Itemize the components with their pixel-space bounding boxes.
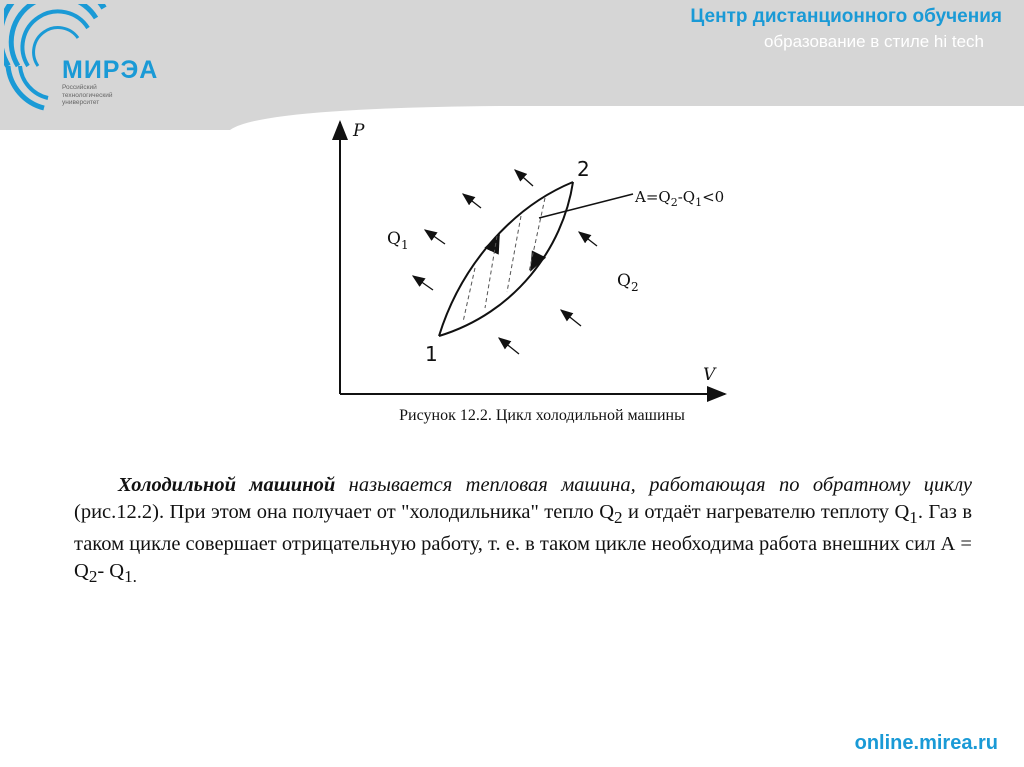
body-text-part: - Q bbox=[97, 559, 125, 582]
body-text-part: (рис.12.2). При этом она получает от "холодильника" тепло Q bbox=[74, 500, 615, 523]
cycle-lower-branch bbox=[439, 182, 573, 336]
mirea-logo bbox=[4, 4, 204, 114]
header-title: Центр дистанционного обучения bbox=[690, 6, 1002, 27]
q2-label: $Q_2$ bbox=[617, 271, 639, 294]
work-leader-line bbox=[539, 194, 633, 218]
header-bar bbox=[0, 0, 1024, 106]
figure-caption: Рисунок 12.2. Цикл холодильной машины bbox=[399, 407, 685, 424]
work-label: $A=Q_2-Q_1<0$ bbox=[635, 188, 725, 209]
subscript: 1. bbox=[124, 566, 137, 586]
body-text-part: . Газ в таком цикле совершает отрицательную работу, т. е. в таком цикле необходима работа внешних сил А = Q bbox=[74, 500, 973, 582]
body-italic-text: называется тепловая машина, работающая по обратному циклу bbox=[335, 473, 972, 496]
cycle-hatching bbox=[463, 198, 545, 322]
subscript: 1 bbox=[909, 507, 918, 527]
pv-diagram bbox=[325, 108, 765, 408]
point-label-2: 2 bbox=[577, 157, 590, 181]
logo-wordmark: МИРЭА bbox=[62, 56, 159, 84]
q1-label: $Q_1$ bbox=[387, 229, 409, 252]
axis-label-v: V bbox=[703, 365, 716, 385]
axis-label-p: P bbox=[353, 121, 365, 141]
point-label-1: 1 bbox=[425, 342, 438, 366]
subscript: 2 bbox=[88, 566, 98, 586]
footer-url[interactable]: online.mirea.ru bbox=[854, 732, 998, 754]
body-text-part: и отдаёт нагревателю теплоту Q bbox=[622, 500, 910, 523]
header-subtitle: образование в стиле hi tech bbox=[763, 32, 984, 51]
subscript: 2 bbox=[614, 507, 623, 527]
term-highlight: Холодильной машиной bbox=[118, 473, 336, 496]
logo-subtitle: Российский технологический университет bbox=[62, 84, 113, 106]
body-paragraph bbox=[74, 472, 972, 590]
cycle-upper-branch bbox=[439, 182, 573, 336]
